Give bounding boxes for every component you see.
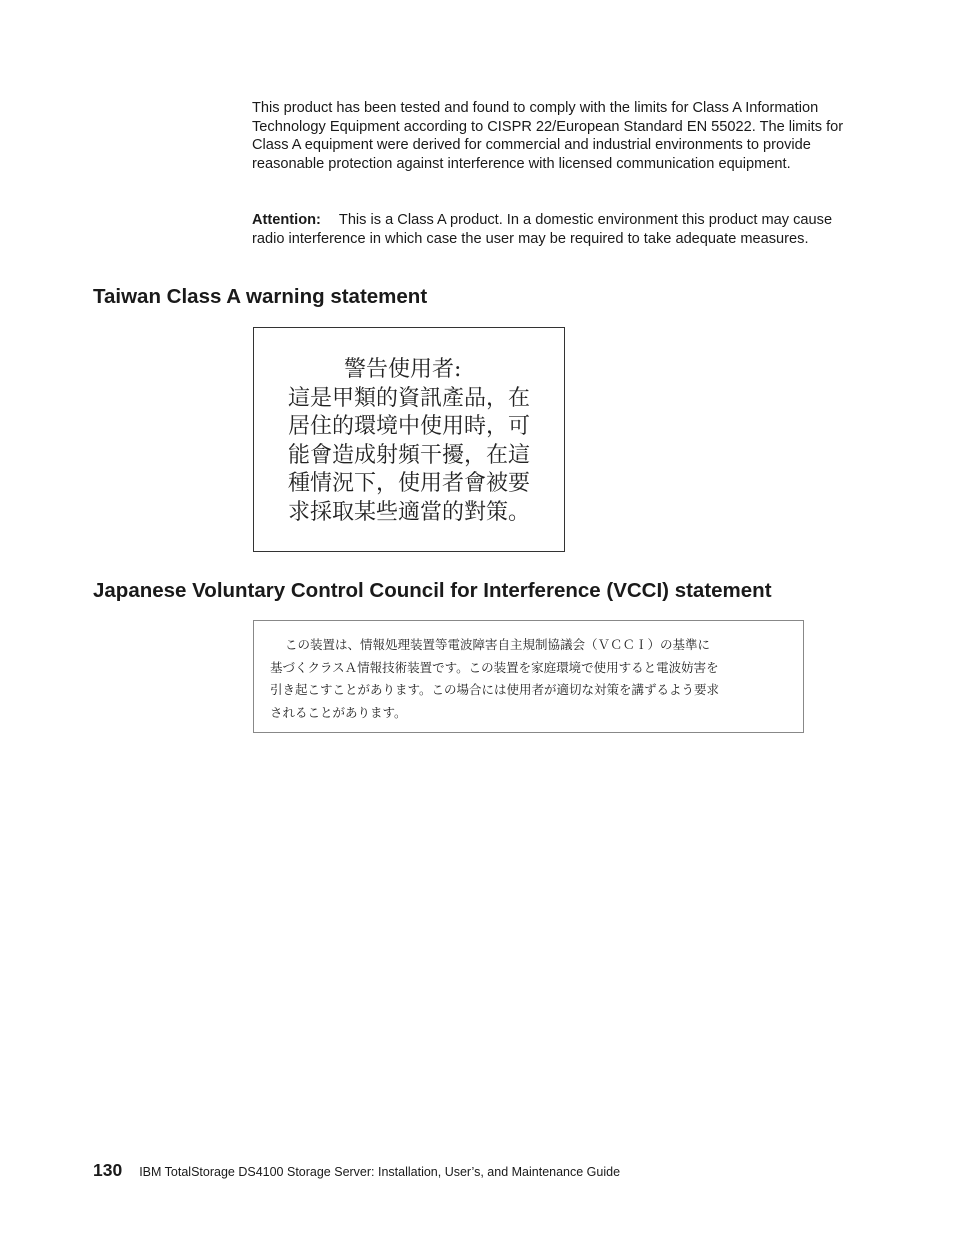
attention-paragraph <box>252 211 844 248</box>
taiwan-line: 警告使用者: <box>344 357 462 382</box>
taiwan-line: 這是甲類的資訊產品，在 <box>288 385 531 411</box>
attention-label: Attention: <box>252 212 321 228</box>
cispr-paragraph: This product has been tested and found to comply with the limits for Class A Information Technology Equipment according to CISPR 22/European Standard EN 55022. The limits for Class A equipment were derived for commercial and industrial environments to provide reasonable protection against interference with licensed communication equipment. <box>252 100 844 173</box>
taiwan-warning-text <box>288 356 530 528</box>
taiwan-line: 居住的環境中使用時，可 <box>288 414 531 440</box>
taiwan-warning-box <box>253 327 565 552</box>
vcci-line: 引き起こすことがあります。この場合には使用者が適切な対策を講ずるよう要求 <box>270 682 720 697</box>
vcci-statement-text <box>270 634 719 724</box>
vcci-line: この装置は、情報処理装置等電波障害自主規制協議会（ＶＣＣＩ）の基準に <box>285 637 711 652</box>
vcci-line: されることがあります。 <box>270 704 407 720</box>
vcci-statement-box <box>253 620 804 733</box>
attention-text: This is a Class A product. In a domestic environment this product may cause radio interference in which case the user may be required to take adequate measures. <box>252 212 833 247</box>
vcci-heading: Japanese Voluntary Control Council for Interference (VCCI) statement <box>93 579 772 602</box>
taiwan-line: 種情況下，使用者會被要 <box>288 471 531 497</box>
page-footer <box>93 1160 620 1181</box>
page-number: 130 <box>93 1160 123 1180</box>
footer-title: IBM TotalStorage DS4100 Storage Server: Installation, User’s, and Maintenance Guide <box>139 1165 621 1179</box>
taiwan-line: 能會造成射頻干擾，在這 <box>288 442 531 468</box>
taiwan-line: 求採取某些適當的對策。 <box>288 499 531 525</box>
taiwan-heading: Taiwan Class A warning statement <box>93 285 428 308</box>
vcci-line: 基づくクラスＡ情報技術装置です。この装置を家庭環境で使用すると電波妨害を <box>270 659 719 675</box>
